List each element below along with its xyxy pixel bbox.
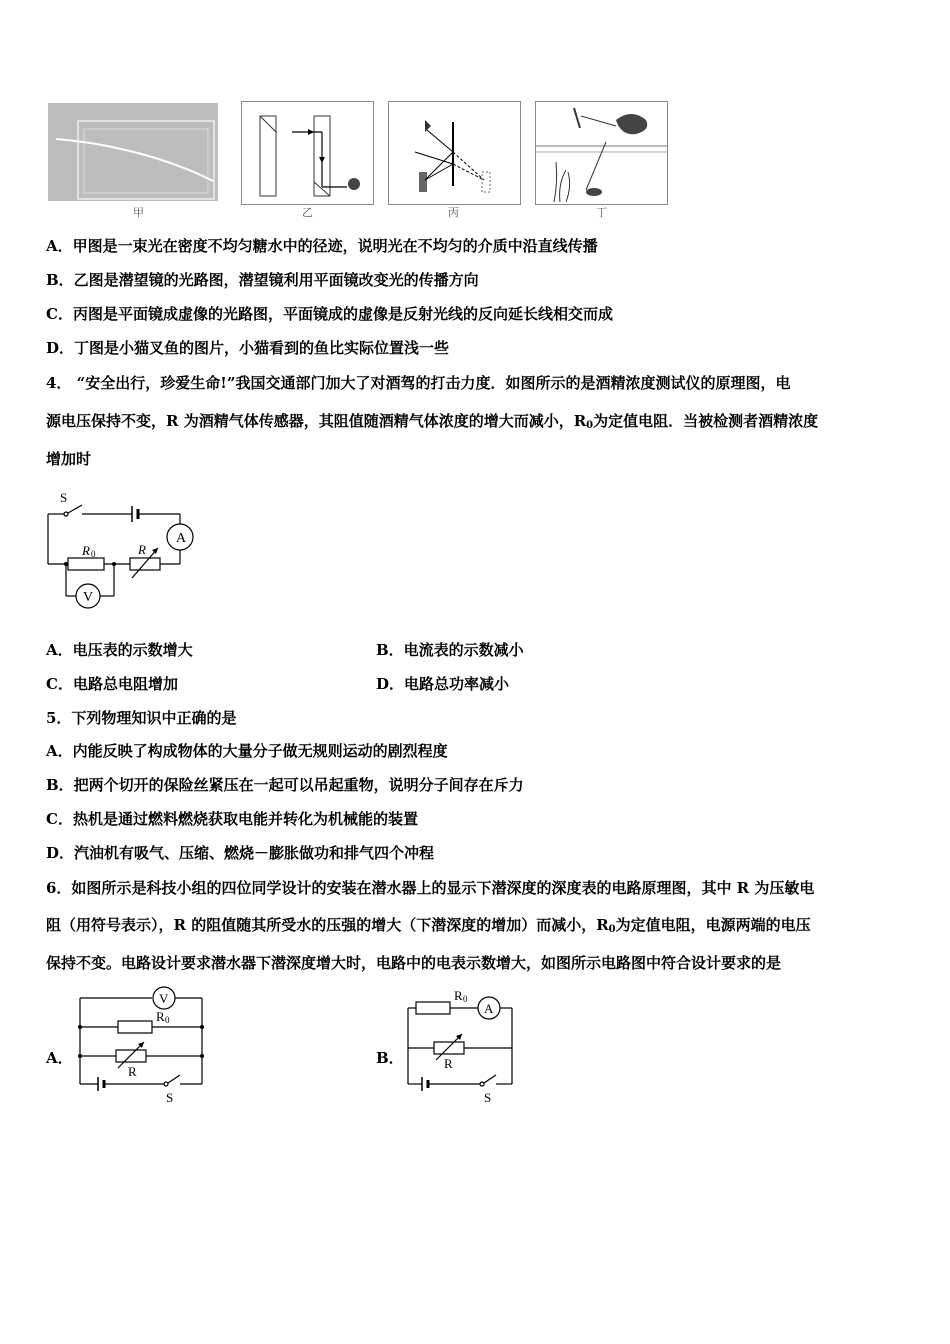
figure-yi: [241, 101, 374, 205]
caption-ding: 丁: [596, 206, 607, 219]
q6b-ammeter-label: A: [484, 1001, 494, 1016]
q3-option-b: B．乙图是潜望镜的光路图，潜望镜利用平面镜改变光的传播方向: [46, 271, 479, 289]
q6-circuit-b: [398, 984, 528, 1108]
q4-r0-sub: 0: [91, 549, 96, 559]
q4-stem-line2-post: 为定值电阻．当被检测者酒精浓度: [593, 412, 819, 430]
q6-stem-line2-post: 为定值电阻，电源两端的电压: [615, 916, 811, 934]
q4-option-d: D．电路总功率减小: [376, 675, 510, 693]
q3-option-a: A．甲图是一束光在密度不均匀糖水中的径迹，说明光在不均匀的介质中沿直线传播: [46, 237, 598, 255]
q5-option-b: B．把两个切开的保险丝紧压在一起可以吊起重物，说明分子间存在斥力: [46, 776, 524, 794]
q5-option-c: C．热机是通过燃料燃烧获取电能并转化为机械能的装置: [46, 810, 418, 828]
q3-option-c: C．丙图是平面镜成虚像的光路图，平面镜成的虚像是反射光线的反向延长线相交而成: [46, 305, 613, 323]
q4-stem-line2-pre: 源电压保持不变，R 为酒精气体传感器，其阻值随酒精气体浓度的增大而减小，R: [46, 412, 587, 430]
q6-circuit-b-svg: [398, 984, 528, 1108]
q6-stem-line1: 6．如图所示是科技小组的四位同学设计的安装在潜水器上的显示下潜深度的深度表的电路原理图，其中 R 为压敏电: [46, 879, 815, 897]
q6-stem-line2-pre: 阻（用符号表示），R 的阻值随其所受水的压强的增大（下潜深度的增加）而减小，R: [46, 916, 609, 934]
q6-option-b-label: B．: [376, 1049, 404, 1067]
caption-jia: 甲: [133, 206, 144, 219]
q4-circuit-diagram: [40, 486, 200, 612]
q4-voltmeter-label: V: [83, 590, 94, 605]
figure-jia: [48, 103, 218, 201]
q6-option-a-label: A．: [46, 1049, 73, 1067]
q4-circuit-svg: [40, 486, 200, 612]
q5-option-a: A．内能反映了构成物体的大量分子做无规则运动的剧烈程度: [46, 742, 448, 760]
q4-stem-line2-sub: 0: [586, 420, 594, 431]
q3-option-d: D．丁图是小猫叉鱼的图片，小猫看到的鱼比实际位置浅一些: [46, 339, 450, 357]
figure-yi-image: [242, 102, 373, 204]
q4-option-b: B．电流表的示数减小: [376, 641, 524, 659]
q4-option-a: A．电压表的示数增大: [46, 641, 193, 659]
q6-circuit-a: [70, 984, 220, 1106]
q6a-r0-sub: 0: [165, 1015, 170, 1025]
q6b-switch-label: S: [484, 1090, 492, 1105]
q6a-r0-label: R: [156, 1009, 165, 1024]
q6a-r-label: R: [128, 1064, 137, 1079]
q6-stem-line3: 保持不变。电路设计要求潜水器下潜深度增大时，电路中的电表示数增大，如图所示电路图中符合设计要求的是: [46, 954, 782, 972]
q6-stem-line2: [46, 915, 811, 940]
q4-option-c: C．电路总电阻增加: [46, 675, 178, 693]
figure-ding-image: [536, 102, 667, 204]
q4-stem-line2: [46, 411, 818, 436]
figure-bing: [388, 101, 521, 205]
figure-jia-image: [48, 103, 218, 201]
q4-r0-label: R: [82, 543, 90, 558]
q5-stem: 5．下列物理知识中正确的是: [46, 709, 237, 727]
q4-r-label: R: [138, 542, 146, 557]
figure-bing-image: [389, 102, 520, 204]
q6a-voltmeter-label: V: [159, 991, 169, 1006]
q4-stem-line1: 4． “安全出行，珍爱生命!”我国交通部门加大了对酒驾的打击力度．如图所示的是酒精浓度测试仪的原理图，电: [46, 374, 791, 392]
q6b-r-label: R: [444, 1056, 453, 1071]
q6-stem-line2-sub: 0: [608, 924, 616, 935]
q6b-r0-sub: 0: [463, 994, 468, 1004]
q6a-switch-label: S: [166, 1090, 174, 1105]
q4-switch-label: S: [60, 490, 68, 505]
q6-circuit-a-svg: [70, 984, 220, 1106]
q5-option-d: D．汽油机有吸气、压缩、燃烧－膨胀做功和排气四个冲程: [46, 844, 435, 862]
caption-yi: 乙: [302, 206, 313, 219]
figure-ding: [535, 101, 668, 205]
q4-stem-line3: 增加时: [46, 450, 92, 468]
caption-bing: 丙: [448, 206, 459, 219]
q6b-r0-label: R: [454, 988, 463, 1003]
q4-ammeter-label: A: [176, 531, 187, 546]
